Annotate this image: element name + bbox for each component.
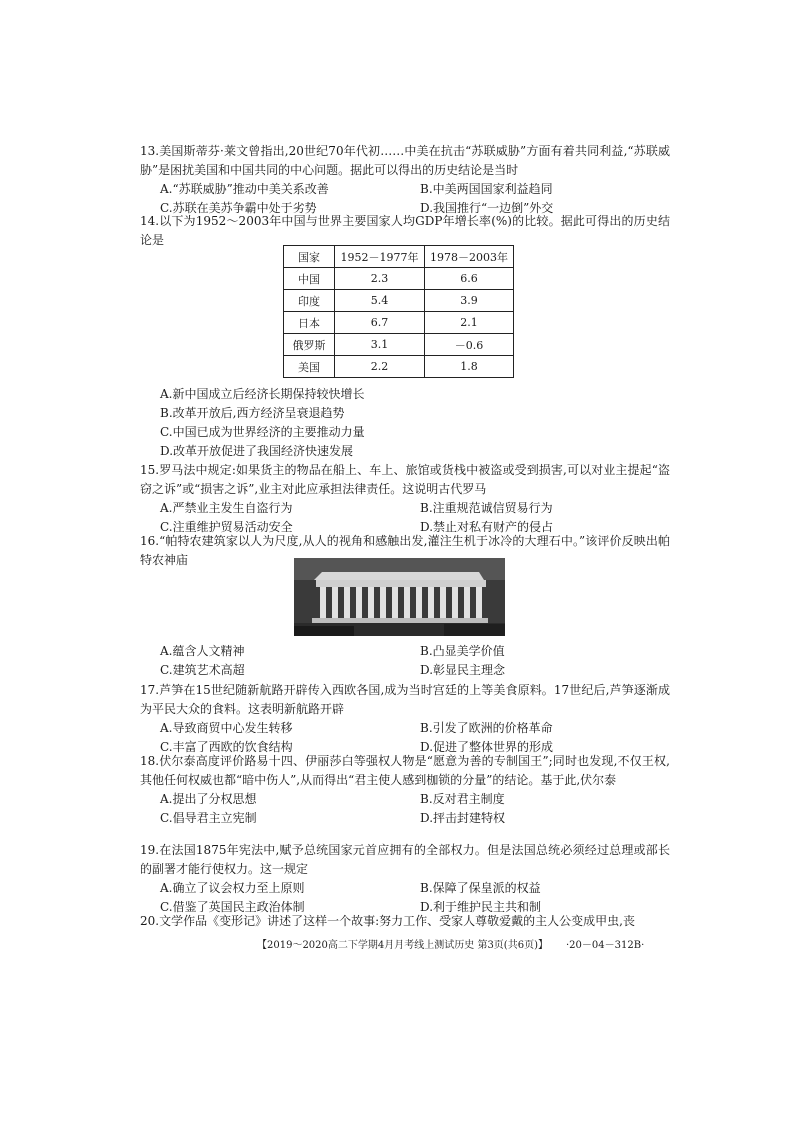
option-d: D.抨击封建特权 <box>420 811 506 825</box>
table-cell: 6.7 <box>335 312 425 334</box>
parthenon-illustration <box>294 558 505 636</box>
option-c: C.借鉴了英国民主政治体制 <box>160 900 305 914</box>
option-b: B.改革开放后,西方经济呈衰退趋势 <box>160 406 345 420</box>
option-b: B.中美两国国家利益趋同 <box>420 182 553 196</box>
table-cell: 3.9 <box>425 290 514 312</box>
table-header-row <box>284 246 514 268</box>
table-row <box>284 356 514 378</box>
table-header-cell: 1952－1977年 <box>335 246 425 268</box>
table-row <box>284 268 514 290</box>
question-14-stem: 14.以下为1952～2003年中国与世界主要国家人均GDP年增长率(%)的比较。据此可得出的历史结论是 <box>140 214 670 247</box>
table-cell: 中国 <box>284 268 335 290</box>
table-cell: 日本 <box>284 312 335 334</box>
question-15-stem: 15.罗马法中规定:如果货主的物品在船上、车上、旅馆或货栈中被盗或受到损害,可以对业主提起“盗窃之诉”或“损害之诉”,业主对此应承担法律责任。这说明古代罗马 <box>140 463 670 496</box>
question-13 <box>140 142 670 218</box>
table-cell: 俄罗斯 <box>284 334 335 356</box>
table-row <box>284 290 514 312</box>
option-c: C.苏联在美苏争霸中处于劣势 <box>160 201 317 215</box>
option-c: C.建筑艺术高超 <box>160 663 245 677</box>
option-a: A.确立了议会权力至上原则 <box>160 881 305 895</box>
option-b: B.引发了欧洲的价格革命 <box>420 721 553 735</box>
question-13-stem: 13.美国斯蒂芬·莱文曾指出,20世纪70年代初……中美在抗击“苏联威胁”方面有着共同利益,“苏联威胁”是困扰美国和中国共同的中心问题。据此可以得出的历史结论是当时 <box>140 144 670 177</box>
option-b: B.凸显美学价值 <box>420 644 505 658</box>
option-d: D.禁止对私有财产的侵占 <box>420 520 554 534</box>
parthenon-photo <box>294 558 505 636</box>
table-cell: 3.1 <box>335 334 425 356</box>
question-19 <box>140 841 670 917</box>
question-18 <box>140 752 670 828</box>
table-cell: 5.4 <box>335 290 425 312</box>
table-cell: 1.8 <box>425 356 514 378</box>
table-cell: 2.3 <box>335 268 425 290</box>
table-row <box>284 334 514 356</box>
table-cell: 2.2 <box>335 356 425 378</box>
question-17-stem: 17.芦笋在15世纪随新航路开辟传入西欧各国,成为当时宫廷的上等美食原料。17世纪后,芦笋逐渐成为平民大众的食料。这表明新航路开辟 <box>140 683 670 716</box>
table-cell: 6.6 <box>425 268 514 290</box>
option-b: B.注重规范诚信贸易行为 <box>420 501 553 515</box>
table-header-cell: 1978－2003年 <box>425 246 514 268</box>
option-d: D.利于维护民主共和制 <box>420 900 542 914</box>
option-d: D.改革开放促进了我国经济快速发展 <box>160 444 354 458</box>
question-17 <box>140 681 670 757</box>
option-c: C.倡导君主立宪制 <box>160 811 257 825</box>
question-15 <box>140 461 670 537</box>
option-a: A.导致商贸中心发生转移 <box>160 721 293 735</box>
table-cell: －0.6 <box>425 334 514 356</box>
footer-code: ·20－04－312B· <box>566 940 645 951</box>
table-header-cell: 国家 <box>284 246 335 268</box>
gdp-growth-table <box>283 245 514 378</box>
option-a: A.严禁业主发生自盗行为 <box>160 501 293 515</box>
option-b: B.反对君主制度 <box>420 792 505 806</box>
table-cell: 印度 <box>284 290 335 312</box>
option-c: C.注重维护贸易活动安全 <box>160 520 293 534</box>
question-16-options <box>140 642 670 680</box>
question-20-stem: 20.文学作品《变形记》讲述了这样一个故事:努力工作、受家人尊敬爱戴的主人公变成甲虫,丧 <box>140 914 635 928</box>
table-cell: 2.1 <box>425 312 514 334</box>
option-a: A.新中国成立后经济长期保持较快增长 <box>160 387 365 401</box>
option-d: D.彰显民主理念 <box>420 663 506 677</box>
question-18-stem: 18.伏尔泰高度评价路易十四、伊丽莎白等强权人物是“愿意为善的专制国王”;同时也发现,不仅王权,其他任何权威也都“暗中伤人”,从而得出“君主使人感到枷锁的分量”的结论。基于此,伏尔泰 <box>140 754 670 787</box>
option-a: A.提出了分权思想 <box>160 792 257 806</box>
option-a: A.“苏联威胁”推动中美关系改善 <box>160 182 329 196</box>
page-footer: 【2019～2020高二下学期4月月考线上测试历史 第3页(共6页)】 <box>257 940 548 951</box>
option-d: D.我国推行“一边倒”外交 <box>420 201 554 215</box>
option-d: D.促进了整体世界的形成 <box>420 740 554 754</box>
table-row <box>284 312 514 334</box>
option-b: B.保障了保皇派的权益 <box>420 881 541 895</box>
option-a: A.蕴含人文精神 <box>160 644 245 658</box>
option-c: C.中国已成为世界经济的主要推动力量 <box>160 425 365 439</box>
question-16-stem: 16.“帕特农建筑家以人为尺度,从人的视角和感触出发,灌注生机于冰冷的大理石中。”该评价反映出帕特农神庙 <box>140 534 670 567</box>
question-14-options <box>140 385 670 461</box>
table-cell: 美国 <box>284 356 335 378</box>
question-19-stem: 19.在法国1875年宪法中,赋予总统国家元首应拥有的全部权力。但是法国总统必须经过总理或部长的副署才能行使权力。这一规定 <box>140 843 670 876</box>
option-c: C.丰富了西欧的饮食结构 <box>160 740 293 754</box>
question-20 <box>140 912 670 931</box>
